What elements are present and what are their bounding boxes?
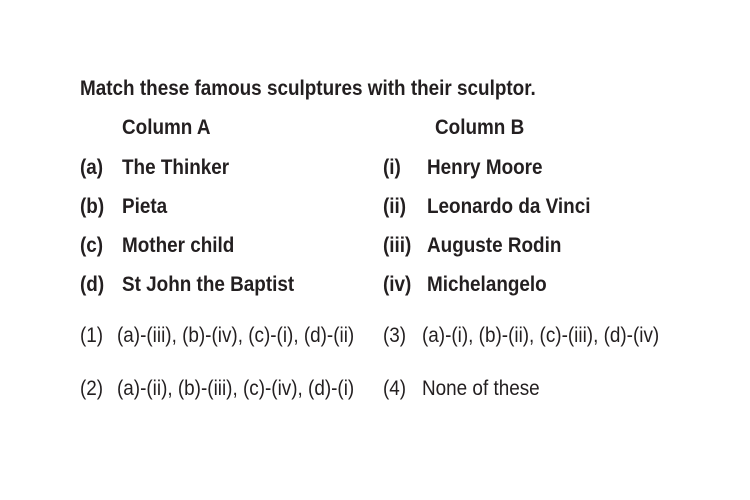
column-a-item: The Thinker [122,156,230,179]
column-a-label: (b) [80,195,105,218]
column-b-label: (iii) [383,234,412,257]
column-b-item: Leonardo da Vinci [427,195,591,218]
column-a-label: (a) [80,156,104,179]
option-text: (a)-(i), (b)-(ii), (c)-(iii), (d)-(iv) [422,324,660,347]
column-b-label: (i) [383,156,401,179]
column-a-item: Mother child [122,234,235,257]
column-a-header: Column A [122,116,211,139]
question-text: Match these famous sculptures with their sculptor. [80,77,536,100]
column-b-label: (iv) [383,273,412,296]
option-number: (2) [80,377,104,400]
option-text: None of these [422,377,540,400]
column-b-item: Henry Moore [427,156,543,179]
column-a-item: St John the Baptist [122,273,295,296]
option-text: (a)-(ii), (b)-(iii), (c)-(iv), (d)-(i) [117,377,355,400]
option-number: (4) [383,377,407,400]
column-b-item: Auguste Rodin [427,234,562,257]
column-b-header: Column B [435,116,525,139]
column-b-label: (ii) [383,195,407,218]
column-a-label: (c) [80,234,104,257]
column-a-item: Pieta [122,195,168,218]
column-a-label: (d) [80,273,105,296]
column-b-item: Michelangelo [427,273,547,296]
option-number: (1) [80,324,104,347]
option-number: (3) [383,324,407,347]
option-text: (a)-(iii), (b)-(iv), (c)-(i), (d)-(ii) [117,324,355,347]
